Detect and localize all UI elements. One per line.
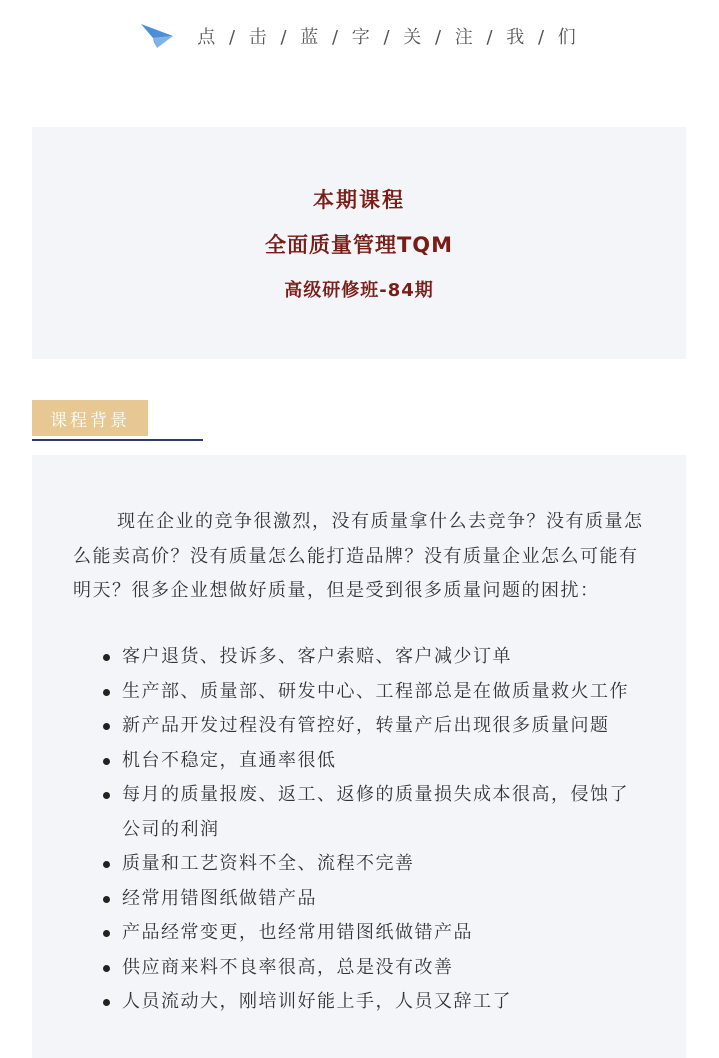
list-item: 人员流动大，刚培训好能上手，人员又辞工了 (73, 985, 645, 1020)
problem-list (73, 640, 645, 1020)
intro-paragraph: 现在企业的竞争很激烈，没有质量拿什么去竞争？没有质量怎么能卖高价？没有质量怎么能打造品牌？没有质量企业怎么可能有明天？很多企业想做好质量，但是受到很多质量问题的困扰： (73, 511, 644, 601)
follow-us-bar[interactable] (0, 20, 719, 52)
list-item: 经常用错图纸做错产品 (73, 882, 645, 917)
background-content-box (32, 455, 686, 1058)
paper-plane-icon (139, 22, 175, 50)
list-item: 产品经常变更，也经常用错图纸做错产品 (73, 916, 645, 951)
section-title-tab: 课程背景 (32, 400, 148, 436)
list-item: 供应商来料不良率很高，总是没有改善 (73, 951, 645, 986)
intro-label: 本期课程 (313, 188, 405, 212)
list-item: 客户退货、投诉多、客户索赔、客户减少订单 (73, 640, 645, 675)
follow-us-text[interactable]: 点 / 击 / 蓝 / 字 / 关 / 注 / 我 / 们 (197, 27, 580, 48)
section-header (32, 400, 148, 436)
course-title: 全面质量管理TQM (264, 233, 454, 257)
section-underline (32, 439, 203, 441)
list-item: 新产品开发过程没有管控好，转量产后出现很多质量问题 (73, 709, 645, 744)
list-item: 质量和工艺资料不全、流程不完善 (73, 847, 645, 882)
course-session: 高级研修班-84期 (284, 280, 434, 301)
course-intro-box (32, 127, 686, 359)
list-item: 机台不稳定，直通率很低 (73, 744, 645, 779)
list-item: 生产部、质量部、研发中心、工程部总是在做质量救火工作 (73, 675, 645, 710)
list-item: 每月的质量报废、返工、返修的质量损失成本很高，侵蚀了公司的利润 (73, 778, 645, 847)
